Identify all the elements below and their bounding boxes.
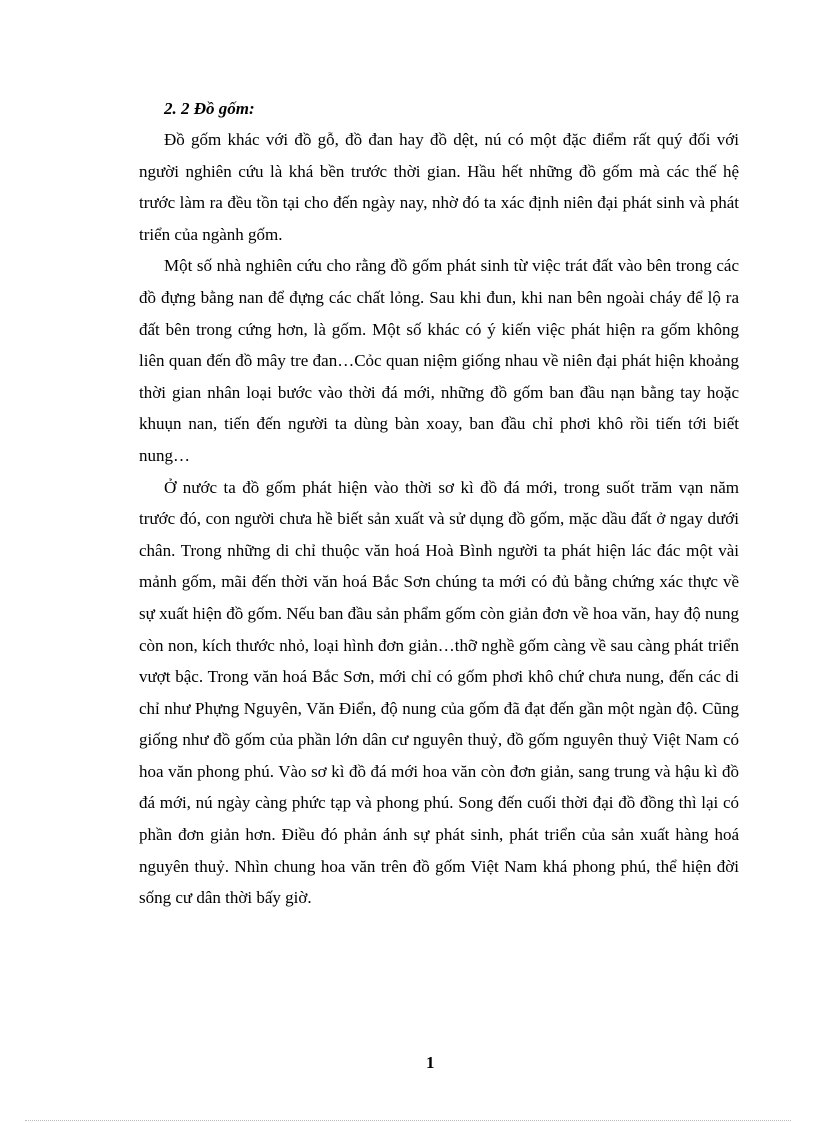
page-bottom-border: [25, 1120, 791, 1121]
section-heading: 2. 2 Đồ gốm:: [164, 99, 255, 118]
page-content: [139, 94, 739, 914]
paragraph-3: Ở nước ta đồ gốm phát hiện vào thời sơ kì đồ đá mới, trong suốt trăm vạn năm trước đó, con người chưa hề biết sản xuất và sử dụng đồ gốm, mặc dầu đất ở ngay dưới chân. Trong những di chỉ thuộc văn hoá Hoà Bình người ta phát hiện lác đác một vài mảnh gốm, mãi đến thời văn hoá Bắc Sơn chúng ta mới có đủ bằng chứng xác thực về sự xuất hiện đồ gốm. Nếu ban đầu sản phẩm gốm còn giản đơn về hoa văn, hay độ nung còn non, kích thước nhỏ, loại hình đơn giản…thỡ nghề gốm càng về sau càng phát triển vượt bậc. Trong văn hoá Bắc Sơn, mới chỉ có gốm phơi khô chứ chưa nung, đến các di chỉ như Phựng Nguyên, Văn Điển, độ nung của gốm đã đạt đến gần một ngàn độ. Cũng giống như đồ gốm của phần lớn dân cư nguyên thuỷ, đồ gốm nguyên thuỷ Việt Nam có hoa văn phong phú. Vào sơ kì đồ đá mới hoa văn còn đơn giản, sang trung và hậu kì đồ đá mới, nú ngày càng phức tạp và phong phú. Song đến cuối thời đại đồ đồng thì lại có phần đơn giản hơn. Điều đó phản ánh sự phát sinh, phát triển của sản xuất hàng hoá nguyên thuỷ. Nhìn chung hoa văn trên đồ gốm Việt Nam khá phong phú, thể hiện đời sống cư dân thời bấy giờ.: [139, 477, 739, 908]
page-number: 1: [426, 1053, 435, 1072]
paragraph-2: Một số nhà nghiên cứu cho rằng đồ gốm phát sinh từ việc trát đất vào bên trong các đồ đựng bằng nan để đựng các chất lỏng. Sau khi đun, khi nan bên ngoài cháy để lộ ra đất bên trong cứng hơn, là gốm. Một số khác có ý kiến việc phát hiện ra gốm không liên quan đến đồ mây tre đan…Cỏc quan niệm giống nhau về niên đại phát hiện khoảng thời gian nhân loại bước vào thời đá mới, những đồ gốm ban đầu nạn bằng tay hoặc khuụn nan, tiến đến người ta dùng bàn xoay, ban đầu chỉ phơi khô rồi tiến tới biết nung…: [139, 256, 739, 465]
paragraph-1: Đồ gốm khác với đồ gỗ, đồ đan hay đồ dệt, nú có một đặc điểm rất quý đối với người nghiên cứu là khá bền trước thời gian. Hầu hết những đồ gốm mà các thế hệ trước làm ra đều tồn tại cho đến ngày nay, nhờ đó ta xác định niên đại phát sinh và phát triển của ngành gốm.: [139, 130, 739, 244]
